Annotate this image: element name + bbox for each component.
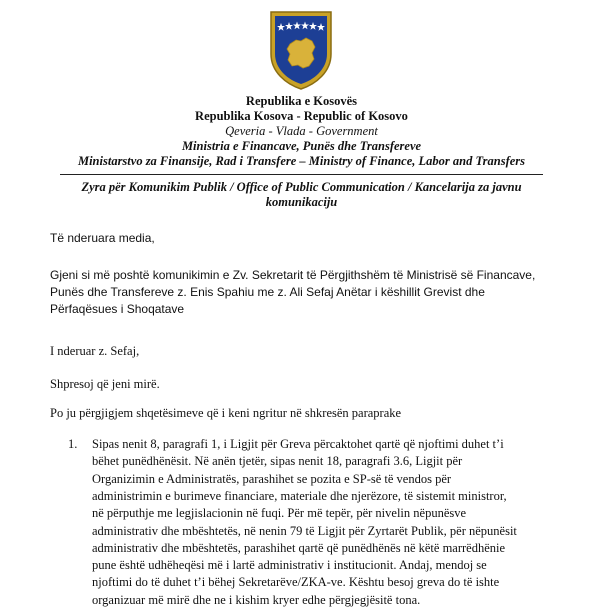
kosovo-coat-of-arms-icon [268, 10, 334, 90]
header-country-multilingual: Republika Kosova - Republic of Kosovo [195, 109, 408, 123]
list-item-line: në përputhje me legjislacionin në fuqi. Për më tepër, për nivelin nëpunësve [92, 506, 467, 521]
hope-line: Shpresoj që jeni mirë. [50, 377, 160, 391]
list-item-line: administrativ dhe mbështetës, parashihet qartë që punëdhënës në këtë marrëdhënie [92, 540, 506, 555]
intro-line: Gjeni si më poshtë komunikimin e Zv. Sekretarit të Përgjithshëm të Ministrisë së Financave, [50, 268, 536, 282]
intro-line: Punës dhe Transfereve z. Enis Spahiu me z. Ali Sefaj Anëtar i këshillit Grevist dhe [50, 285, 485, 299]
office-name-line-2: komunikaciju [265, 195, 338, 209]
header-ministry-serbian-english: Ministarstvo za Finansije, Rad i Transfere – Ministry of Finance, Labor and Transfers [77, 154, 526, 168]
list-item-line: Sipas nenit 8, paragrafi 1, i Ligjit për Greva përcaktohet qartë që njoftimi duhet t’i [92, 437, 504, 451]
header-divider [60, 174, 543, 175]
response-line: Po ju përgjigjem shqetësimeve që i keni ngritur në shkresën paraprake [50, 406, 402, 420]
office-name-line-1: Zyra për Komunikim Publik / Office of Public Communication / Kancelarija za javnu [81, 180, 522, 194]
list-item-line: administrimin e burimeve financiare, materiale dhe njerëzore, të sistemit ministror, [92, 488, 507, 503]
header-country-albanian: Republika e Kosovës [245, 94, 358, 108]
list-item-line: njoftimi do të duhet t’i bëhej Sekretarëve/ZKA-ve. Kështu besoj greva do të ishte [92, 575, 500, 590]
list-item-line: administrativ dhe mbështetës, në nenin 79 të Ligjit për Zyrtarët Publik, për nëpunësit [92, 523, 517, 538]
list-item-line: bëhet punëdhënësit. Në anën tjetër, sipas nenit 18, paragrafi 3.6, Ligjit për [92, 454, 463, 469]
intro-line: Përfaqësues i Shoqatave [50, 302, 185, 316]
list-item-line: pune është udhëheqësi më i lartë administrativ i institucionit. Andaj, mendoj se [92, 558, 487, 573]
header-government: Qeveria - Vlada - Government [225, 124, 378, 138]
list-item-line: organizuar më mirë dhe ne i kishim kryer edhe përgjegjësitë tona. [92, 592, 421, 607]
list-item-line: Organizimin e Administratës, parashihet se pozita e SP-së të vendos për [92, 471, 452, 486]
salutation: I nderuar z. Sefaj, [50, 344, 140, 358]
list-item-number: 1. [68, 437, 78, 451]
greeting: Të nderuara media, [50, 231, 155, 245]
header-ministry-albanian: Ministria e Financave, Punës dhe Transfereve [181, 139, 422, 153]
